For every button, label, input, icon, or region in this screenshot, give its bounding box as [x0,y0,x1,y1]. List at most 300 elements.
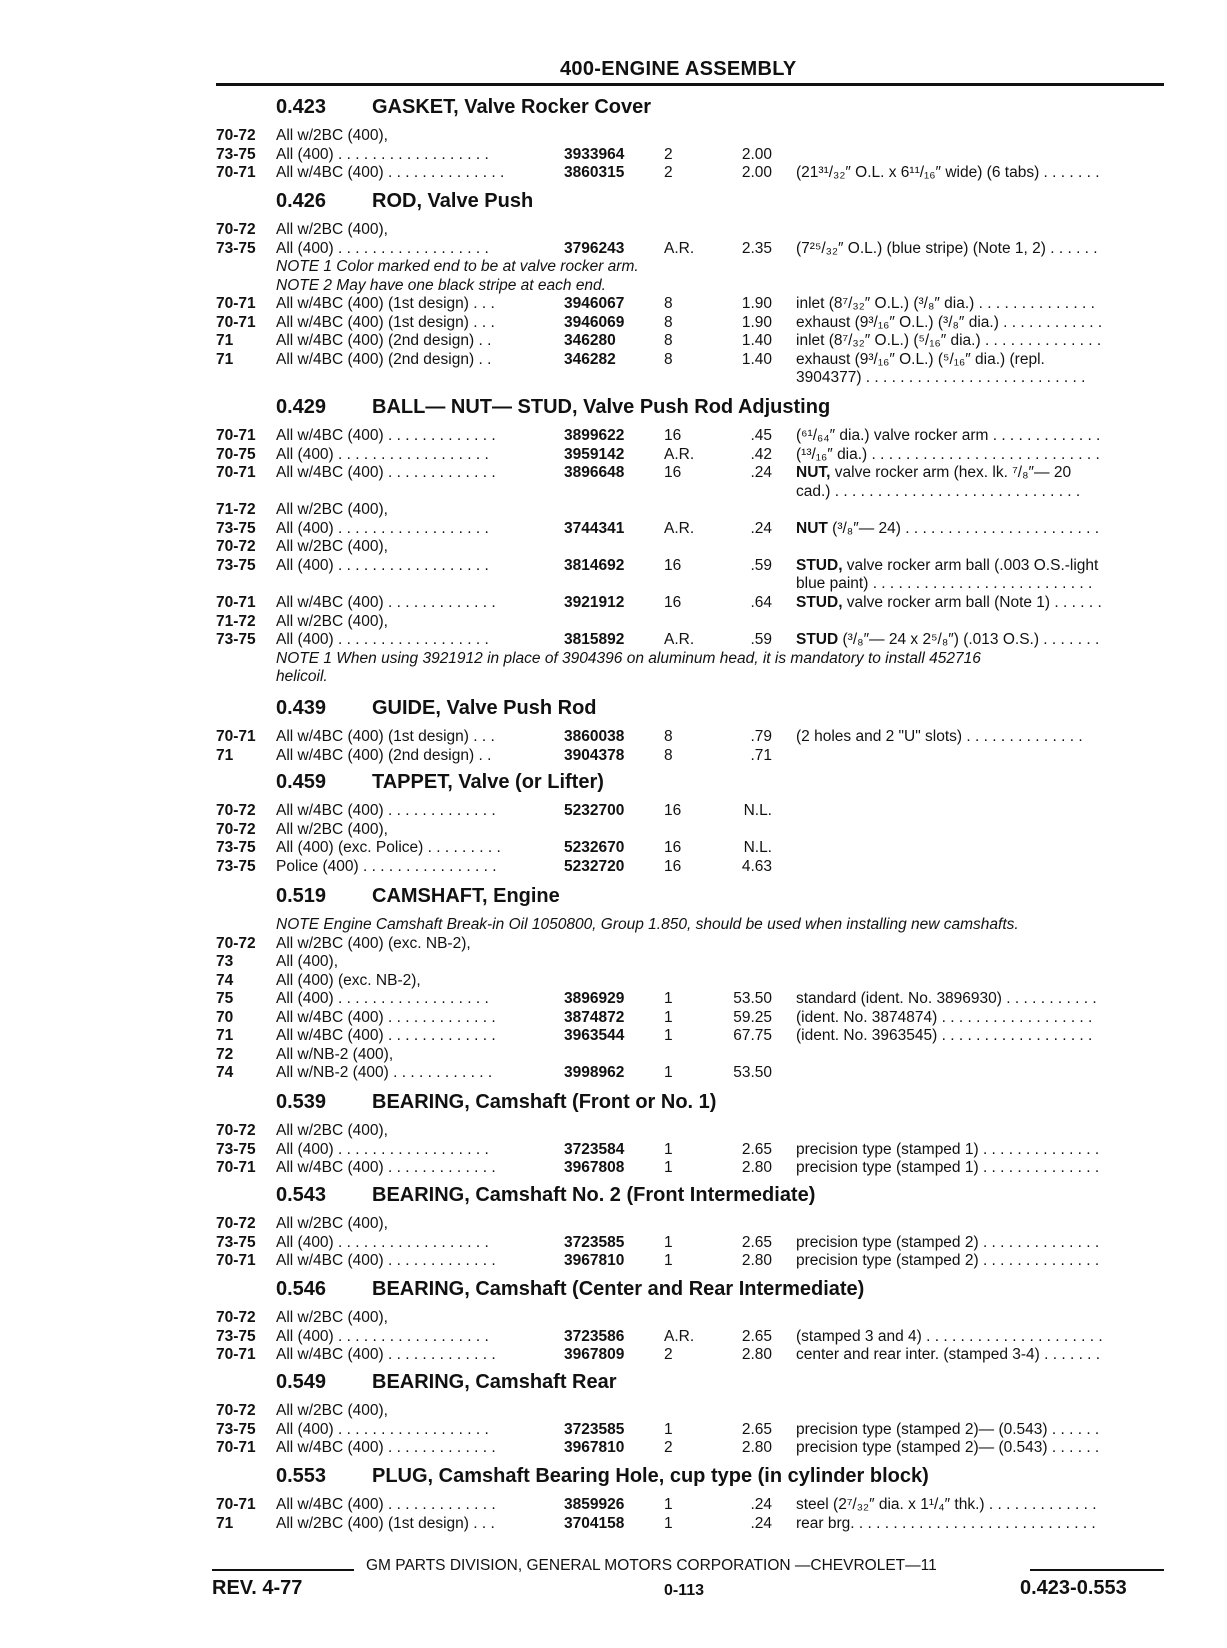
part-number: 346280 [564,332,616,349]
model-years: 73-75 [216,557,256,574]
table-row [0,426,1227,445]
quantity: 1 [664,1515,673,1532]
model-years: 70 [216,1009,234,1026]
price: 2.65 [741,1234,772,1251]
part-number: 3723585 [564,1421,625,1438]
description-text: exhaust (9³/₁₆″ O.L.) (³/₈″ dia.) . . . . . . . . . . . . [796,314,1103,331]
model-years: 70-71 [216,1346,256,1363]
model-years: 70-71 [216,1159,256,1176]
quantity: 8 [664,728,673,745]
table-row [0,1214,1227,1233]
part-number: 3959142 [564,446,625,463]
table-row [0,1308,1227,1327]
description [796,294,1164,313]
application: All w/2BC (400), [276,1402,388,1419]
part-number: 3815892 [564,631,625,648]
description [796,727,1164,746]
description [796,1327,1164,1346]
description [796,1026,1164,1045]
price: 2.65 [741,1328,772,1345]
part-number: 3967808 [564,1159,625,1176]
quantity: 16 [664,839,682,856]
table-row [0,746,1227,765]
application: All w/4BC (400) (1st design) . . . [276,295,495,312]
description [796,463,1164,482]
description-text: 3904377) . . . . . . . . . . . . . . . . . . . . . . . . . . [796,369,1086,386]
quantity: A.R. [664,240,695,257]
model-years: 71-72 [216,613,256,630]
description [796,1008,1164,1027]
description [796,1345,1164,1364]
description-text: (2 holes and 2 "U" slots) . . . . . . . . . . . . . . [796,728,1083,745]
description-text: (³/₈″— 24) . . . . . . . . . . . . . . . . . . . . . . . [827,520,1100,537]
description [796,989,1164,1008]
description-text: precision type (stamped 2) . . . . . . . . . . . . . . [796,1252,1100,1269]
section-number: 0.459 [276,771,327,793]
part-number: 3998962 [564,1064,625,1081]
application: All w/4BC (400) . . . . . . . . . . . . . [276,427,496,444]
application: All (400) . . . . . . . . . . . . . . . . . . [276,520,489,537]
part-number: 5232700 [564,802,625,819]
description [796,1420,1164,1439]
application: All w/4BC (400) . . . . . . . . . . . . . [276,1252,496,1269]
model-years: 70-72 [216,821,256,838]
model-years: 70-71 [216,1252,256,1269]
price: 2.80 [741,1346,772,1363]
model-years: 70-71 [216,1496,256,1513]
table-row [0,1251,1227,1270]
section-number: 0.546 [276,1278,327,1300]
application: All w/4BC (400) (2nd design) . . [276,351,492,368]
part-number: 3967809 [564,1346,625,1363]
table-row [0,1026,1227,1045]
section-heading [276,96,651,119]
description-text: (7²⁵/₃₂″ O.L.) (blue stripe) (Note 1, 2) . . . . . . [796,240,1098,257]
application: All w/4BC (400) (1st design) . . . [276,728,495,745]
description [796,1438,1164,1457]
description-text: standard (ident. No. 3896930) . . . . . . . . . . . [796,990,1097,1007]
price: 53.50 [733,990,772,1007]
table-row [0,857,1227,876]
part-number: 3904378 [564,747,625,764]
part-number: 3744341 [564,520,625,537]
table-row [0,1140,1227,1159]
note-text: NOTE 1 Color marked end to be at valve rocker arm. [276,258,639,275]
application: All w/NB-2 (400) . . . . . . . . . . . . [276,1064,493,1081]
quantity: 2 [664,146,673,163]
application: All (400) . . . . . . . . . . . . . . . . . . [276,1234,489,1251]
application: All w/4BC (400) . . . . . . . . . . . . . [276,594,496,611]
description [796,1251,1164,1270]
section-title: ROD, Valve Push [372,190,534,212]
table-row [0,1045,1227,1064]
application: All w/4BC (400) (1st design) . . . [276,314,495,331]
model-years: 73-75 [216,1421,256,1438]
part-number: 3899622 [564,427,625,444]
model-years: 71-72 [216,501,256,518]
model-years: 70-71 [216,728,256,745]
model-years: 70-71 [216,427,256,444]
section-number: 0.439 [276,697,327,719]
model-years: 71 [216,332,234,349]
description [796,163,1164,182]
section-title: BEARING, Camshaft (Front or No. 1) [372,1091,717,1113]
model-years: 70-72 [216,221,256,238]
quantity: 8 [664,351,673,368]
note-text: helicoil. [276,668,328,685]
price: 2.80 [741,1252,772,1269]
application: All (400) . . . . . . . . . . . . . . . . . . [276,446,489,463]
part-number: 5232670 [564,839,625,856]
table-row [0,482,1227,501]
model-years: 74 [216,1064,234,1081]
quantity: 1 [664,1496,673,1513]
model-years: 71 [216,351,234,368]
section-heading [276,1371,617,1394]
description [796,239,1164,258]
section-heading [276,885,560,908]
footer-publisher: GM PARTS DIVISION, GENERAL MOTORS CORPORATION —CHEVROLET—11 [366,1557,937,1574]
application: All (400) (exc. NB-2), [276,972,421,989]
section-heading [276,1465,929,1488]
application: All w/2BC (400), [276,501,388,518]
description-text: precision type (stamped 2)— (0.543) . . . . . . [796,1439,1100,1456]
application: All (400), [276,953,339,970]
application: All w/2BC (400) (1st design) . . . [276,1515,495,1532]
section-number: 0.519 [276,885,327,907]
footer-page-number: 0-113 [664,1582,705,1599]
table-row [0,500,1227,519]
price: 2.80 [741,1159,772,1176]
section-title: BEARING, Camshaft No. 2 (Front Intermediate) [372,1184,816,1206]
price: .24 [750,464,772,481]
description-text: (⁶¹/₆₄″ dia.) valve rocker arm . . . . . . . . . . . . . [796,427,1101,444]
description [796,350,1164,369]
model-years: 70-72 [216,802,256,819]
table-row [0,1121,1227,1140]
table-row [0,1158,1227,1177]
model-years: 71 [216,1027,234,1044]
description [796,1514,1164,1533]
table-row [0,1327,1227,1346]
model-years: 70-71 [216,464,256,481]
part-number: 3704158 [564,1515,625,1532]
footer-rule-left [212,1569,354,1571]
model-years: 70-71 [216,1439,256,1456]
footer-rule-right [1030,1569,1164,1571]
table-row [0,1063,1227,1082]
price: .45 [750,427,772,444]
footer-revision: REV. 4-77 [212,1577,303,1599]
section-number: 0.426 [276,190,327,212]
quantity: 8 [664,747,673,764]
model-years: 74 [216,972,234,989]
table-row [0,331,1227,350]
section-heading [276,190,533,213]
description-text: inlet (8⁷/₃₂″ O.L.) (⁵/₁₆″ dia.) . . . . . . . . . . . . . . [796,332,1102,349]
description-keyword: STUD, [796,594,843,611]
application: All (400) . . . . . . . . . . . . . . . . . . [276,1421,489,1438]
application: All w/2BC (400), [276,1215,388,1232]
price: .42 [750,446,772,463]
description-text: valve rocker arm ball (.003 O.S.-light [842,557,1099,574]
table-row [0,220,1227,239]
part-number: 3796243 [564,240,625,257]
model-years: 73-75 [216,240,256,257]
table-row [0,838,1227,857]
model-years: 73-75 [216,1234,256,1251]
quantity: 8 [664,332,673,349]
application: All w/2BC (400), [276,821,388,838]
application: All (400) . . . . . . . . . . . . . . . . . . [276,146,489,163]
table-row [0,163,1227,182]
part-number: 3723586 [564,1328,625,1345]
description-text: precision type (stamped 1) . . . . . . . . . . . . . . [796,1159,1100,1176]
part-number: 346282 [564,351,616,368]
description-text: valve rocker arm (hex. lk. ⁷/₈″— 20 [830,464,1072,481]
quantity: 8 [664,314,673,331]
table-row [0,1514,1227,1533]
model-years: 70-71 [216,164,256,181]
part-number: 5232720 [564,858,625,875]
price: N.L. [743,802,772,819]
section-heading [276,396,830,419]
description-text: (ident. No. 3963545) . . . . . . . . . . . . . . . . . . [796,1027,1093,1044]
part-number: 3967810 [564,1252,625,1269]
model-years: 73-75 [216,146,256,163]
price: .59 [750,557,772,574]
table-row [0,1420,1227,1439]
description-text: steel (2⁷/₃₂″ dia. x 1¹/₄″ thk.) . . . . . . . . . . . . . [796,1496,1097,1513]
quantity: 1 [664,1252,673,1269]
application: All (400) . . . . . . . . . . . . . . . . . . [276,1141,489,1158]
part-number: 3723585 [564,1234,625,1251]
application: All (400) . . . . . . . . . . . . . . . . . . [276,557,489,574]
table-row [0,445,1227,464]
part-number: 3859926 [564,1496,625,1513]
description-text: (³/₈″— 24 x 2⁵/₈″) (.013 O.S.) . . . . . . . [838,631,1100,648]
quantity: A.R. [664,520,695,537]
description [796,593,1164,612]
price: .64 [750,594,772,611]
application: All (400) . . . . . . . . . . . . . . . . . . [276,1328,489,1345]
quantity: 16 [664,464,682,481]
model-years: 70-75 [216,446,256,463]
quantity: 2 [664,1439,673,1456]
header-rule [216,83,1164,86]
quantity: 2 [664,1346,673,1363]
section-number: 0.553 [276,1465,327,1487]
table-row [0,612,1227,631]
part-number: 3933964 [564,146,625,163]
section-heading [276,697,597,720]
table-row [0,820,1227,839]
description-keyword: STUD [796,631,839,648]
part-number: 3921912 [564,594,625,611]
part-number: 3814692 [564,557,625,574]
model-years: 73-75 [216,858,256,875]
table-row [0,556,1227,575]
section-heading [276,1184,815,1207]
model-years: 73-75 [216,1141,256,1158]
application: All w/4BC (400) . . . . . . . . . . . . . [276,1439,496,1456]
table-row [0,145,1227,164]
section-title: TAPPET, Valve (or Lifter) [372,771,604,793]
description-text: precision type (stamped 2) . . . . . . . . . . . . . . [796,1234,1100,1251]
part-number: 3896929 [564,990,625,1007]
description-text: precision type (stamped 2)— (0.543) . . . . . . [796,1421,1100,1438]
part-number: 3896648 [564,464,625,481]
table-row [0,350,1227,369]
part-number: 3946069 [564,314,625,331]
quantity: 16 [664,427,682,444]
description-text: (21³¹/₃₂″ O.L. x 6¹¹/₁₆″ wide) (6 tabs) . . . . . . . [796,164,1100,181]
note-text: NOTE Engine Camshaft Break-in Oil 1050800, Group 1.850, should be used when installing new camshafts. [276,916,1019,933]
section-number: 0.539 [276,1091,327,1113]
application: All (400) . . . . . . . . . . . . . . . . . . [276,631,489,648]
quantity: 16 [664,802,682,819]
price: 2.35 [741,240,772,257]
table-row [0,593,1227,612]
description [796,1158,1164,1177]
price: .24 [750,520,772,537]
model-years: 70-72 [216,538,256,555]
application: All w/4BC (400) . . . . . . . . . . . . . [276,1009,496,1026]
price: .79 [750,728,772,745]
price: N.L. [743,839,772,856]
table-row [0,1495,1227,1514]
model-years: 70-71 [216,314,256,331]
model-years: 70-71 [216,594,256,611]
section-number: 0.549 [276,1371,327,1393]
section-number: 0.429 [276,396,327,418]
model-years: 70-72 [216,1215,256,1232]
section-title: GASKET, Valve Rocker Cover [372,96,652,118]
quantity: 1 [664,1009,673,1026]
part-number: 3860038 [564,728,625,745]
quantity: A.R. [664,1328,695,1345]
description [796,519,1164,538]
model-years: 75 [216,990,234,1007]
description-text: inlet (8⁷/₃₂″ O.L.) (³/₈″ dia.) . . . . . . . . . . . . . . [796,295,1095,312]
table-row [0,537,1227,556]
table-row [0,368,1227,387]
quantity: A.R. [664,631,695,648]
price: 2.65 [741,1141,772,1158]
application: All w/4BC (400) . . . . . . . . . . . . . [276,1027,496,1044]
description-keyword: NUT, [796,464,831,481]
model-years: 73-75 [216,1328,256,1345]
description-text: (¹³/₁₆″ dia.) . . . . . . . . . . . . . . . . . . . . . . . . . . . [796,446,1100,463]
price: 1.40 [741,351,772,368]
price: 1.90 [741,314,772,331]
description [796,1495,1164,1514]
model-years: 70-71 [216,295,256,312]
table-row [0,574,1227,593]
section-heading [276,1278,864,1301]
price: 2.00 [741,146,772,163]
application: Police (400) . . . . . . . . . . . . . . . . [276,858,497,875]
model-years: 71 [216,747,234,764]
table-row [0,519,1227,538]
quantity: 1 [664,1234,673,1251]
section-title: BEARING, Camshaft (Center and Rear Intermediate) [372,1278,865,1300]
table-row [0,989,1227,1008]
model-years: 73-75 [216,520,256,537]
section-title: BEARING, Camshaft Rear [372,1371,617,1393]
model-years: 73 [216,953,234,970]
part-number: 3860315 [564,164,625,181]
quantity: 1 [664,1159,673,1176]
footer-group-range: 0.423-0.553 [1020,1577,1127,1599]
description-text: (stamped 3 and 4) . . . . . . . . . . . . . . . . . . . . . [796,1328,1103,1345]
quantity: 1 [664,1421,673,1438]
section-number: 0.423 [276,96,327,118]
description [796,313,1164,332]
quantity: 1 [664,1141,673,1158]
part-number: 3967810 [564,1439,625,1456]
price: 2.80 [741,1439,772,1456]
model-years: 70-72 [216,1402,256,1419]
quantity: 16 [664,557,682,574]
price: 2.65 [741,1421,772,1438]
price: 67.75 [733,1027,772,1044]
table-row [0,1438,1227,1457]
table-row [0,239,1227,258]
section-title: BALL— NUT— STUD, Valve Push Rod Adjusting [372,396,831,418]
price: 1.90 [741,295,772,312]
application: All w/4BC (400) . . . . . . . . . . . . . [276,1346,496,1363]
description [796,1233,1164,1252]
model-years: 73-75 [216,839,256,856]
application: All w/2BC (400), [276,1309,388,1326]
price: .71 [750,747,772,764]
application: All (400) (exc. Police) . . . . . . . . . [276,839,501,856]
description-text: (ident. No. 3874874) . . . . . . . . . . . . . . . . . . [796,1009,1093,1026]
application: All w/2BC (400), [276,613,388,630]
description-text: precision type (stamped 1) . . . . . . . . . . . . . . [796,1141,1100,1158]
table-row [0,313,1227,332]
price: 4.63 [741,858,772,875]
part-number: 3723584 [564,1141,625,1158]
price: .24 [750,1496,772,1513]
section-heading [276,1091,716,1114]
application: All (400) . . . . . . . . . . . . . . . . . . [276,990,489,1007]
part-number: 3946067 [564,295,625,312]
table-row [0,294,1227,313]
quantity: A.R. [664,446,695,463]
price: 1.40 [741,332,772,349]
description [796,445,1164,464]
table-row [0,934,1227,953]
application: All w/4BC (400) . . . . . . . . . . . . . [276,464,496,481]
quantity: 2 [664,164,673,181]
quantity: 8 [664,295,673,312]
table-row [0,630,1227,649]
application: All w/4BC (400) (2nd design) . . [276,332,492,349]
quantity: 1 [664,1064,673,1081]
description-text: center and rear inter. (stamped 3-4) . . . . . . . [796,1346,1101,1363]
model-years: 70-72 [216,935,256,952]
note-text: NOTE 2 May have one black stripe at each end. [276,277,606,294]
table-row [0,1401,1227,1420]
description [796,426,1164,445]
section-title: CAMSHAFT, Engine [372,885,560,907]
quantity: 16 [664,858,682,875]
model-years: 72 [216,1046,234,1063]
model-years: 70-72 [216,1309,256,1326]
application: All w/2BC (400) (exc. NB-2), [276,935,471,952]
